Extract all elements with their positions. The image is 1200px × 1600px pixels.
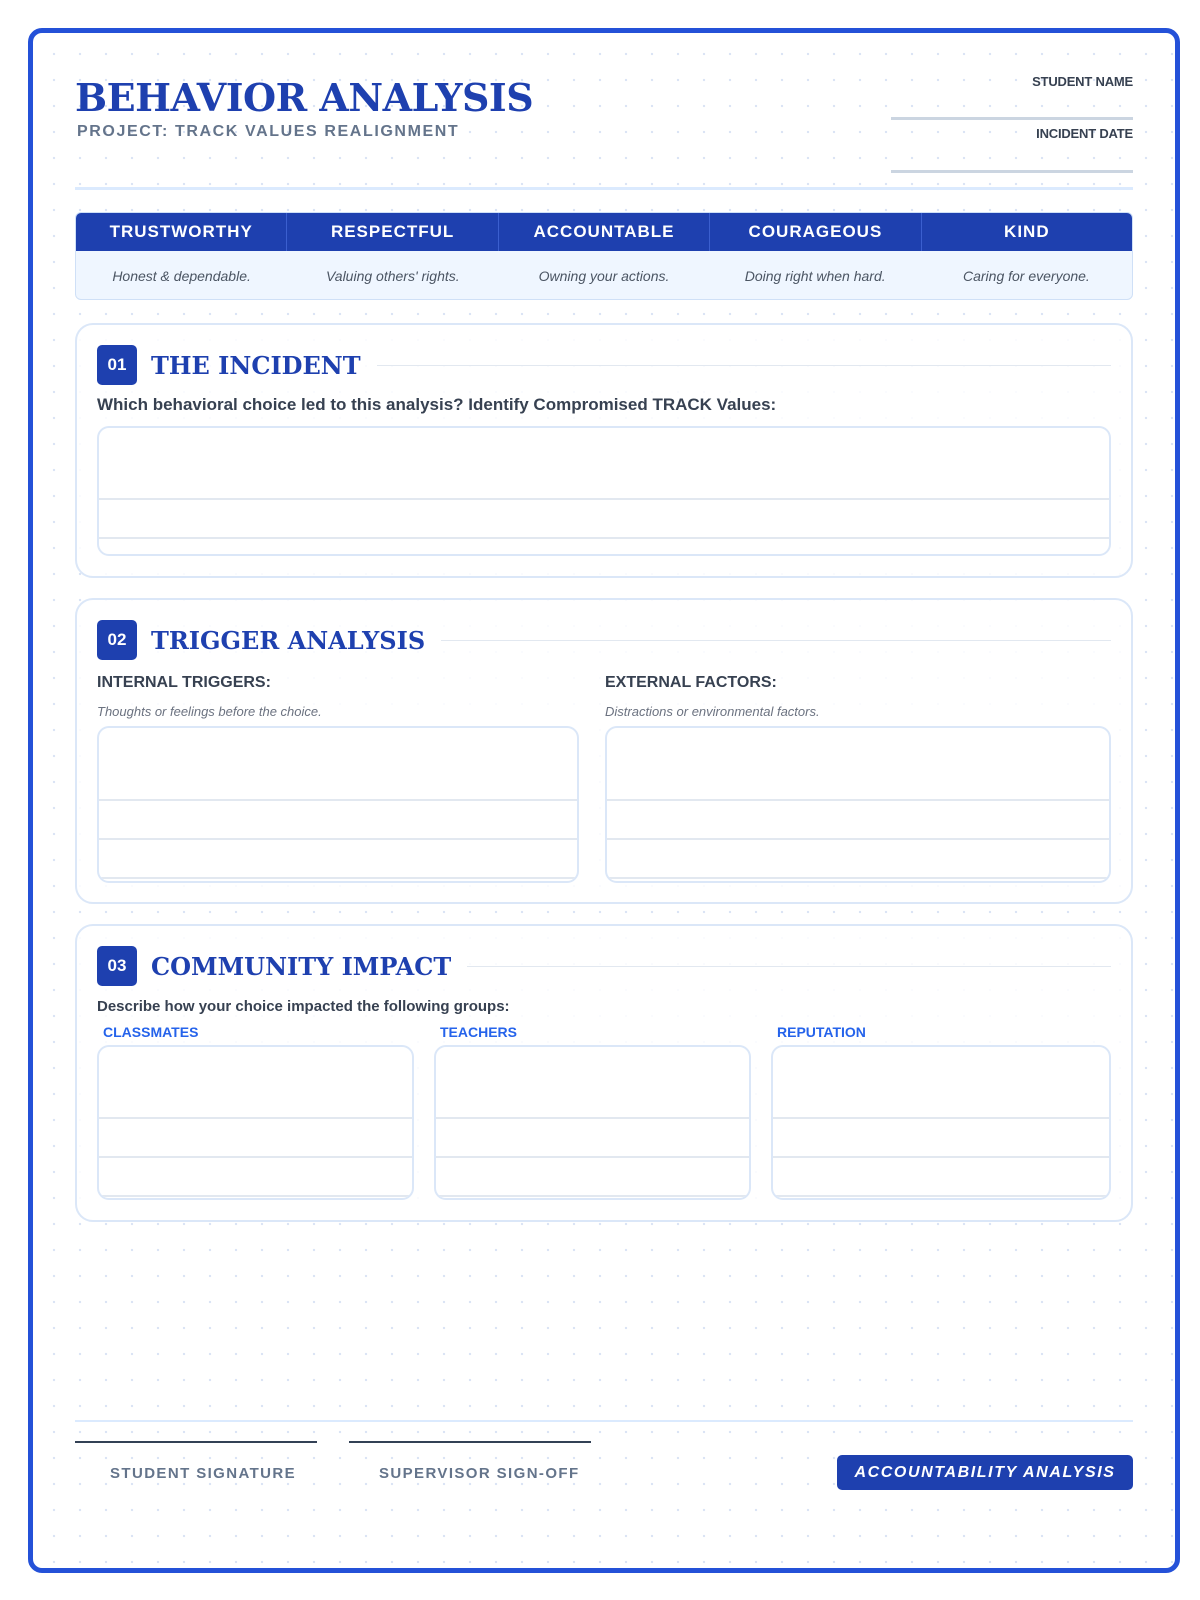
supervisor-signoff-line[interactable] bbox=[349, 1441, 591, 1443]
values-header-row bbox=[76, 213, 1132, 251]
student-name-field[interactable] bbox=[891, 117, 1133, 120]
reputation-impact-box[interactable] bbox=[771, 1045, 1111, 1200]
value-name-trustworthy: TRUSTWORTHY bbox=[76, 213, 287, 251]
section-number-badge: 03 bbox=[97, 946, 137, 986]
external-factors-label: EXTERNAL FACTORS: bbox=[605, 674, 777, 691]
section-title: THE INCIDENT bbox=[151, 350, 361, 380]
classmates-impact-box[interactable] bbox=[97, 1045, 414, 1200]
teachers-impact-box[interactable] bbox=[434, 1045, 751, 1200]
section-rule bbox=[441, 640, 1111, 641]
section-incident bbox=[75, 323, 1133, 578]
internal-triggers-box[interactable] bbox=[97, 726, 579, 883]
page-subtitle: PROJECT: TRACK VALUES REALIGNMENT bbox=[77, 123, 460, 140]
value-desc-kind: Caring for everyone. bbox=[962, 267, 1090, 284]
impact-prompt: Describe how your choice impacted the following groups: bbox=[97, 998, 510, 1015]
writing-line bbox=[607, 838, 1109, 840]
writing-line bbox=[99, 799, 577, 801]
value-name-accountable: ACCOUNTABLE bbox=[499, 213, 710, 251]
values-description-row bbox=[76, 251, 1132, 300]
writing-line bbox=[99, 537, 1109, 539]
student-signature-label: STUDENT SIGNATURE bbox=[110, 1465, 297, 1482]
accountability-analysis-badge: ACCOUNTABILITY ANALYSIS bbox=[837, 1455, 1133, 1490]
value-desc-accountable: Owning your actions. bbox=[538, 267, 670, 284]
writing-line bbox=[99, 1117, 412, 1119]
writing-line bbox=[607, 799, 1109, 801]
section-header bbox=[97, 946, 1111, 986]
writing-line bbox=[436, 1156, 749, 1158]
value-name-courageous: COURAGEOUS bbox=[710, 213, 921, 251]
writing-line bbox=[99, 838, 577, 840]
section-header bbox=[97, 620, 1111, 660]
student-signature-line[interactable] bbox=[75, 1441, 317, 1443]
external-factors-box[interactable] bbox=[605, 726, 1111, 883]
value-name-kind: KIND bbox=[1004, 222, 1050, 241]
section-header bbox=[97, 345, 1111, 385]
internal-triggers-label: INTERNAL TRIGGERS: bbox=[97, 674, 271, 691]
writing-line bbox=[607, 877, 1109, 879]
section-number-badge: 01 bbox=[97, 345, 137, 385]
header-divider bbox=[75, 187, 1133, 190]
writing-line bbox=[436, 1195, 749, 1197]
worksheet-page bbox=[28, 28, 1180, 1573]
section-title: COMMUNITY IMPACT bbox=[151, 951, 452, 981]
page-title: BEHAVIOR ANALYSIS bbox=[75, 75, 534, 120]
section-trigger-analysis bbox=[75, 598, 1133, 904]
footer-divider bbox=[75, 1420, 1133, 1422]
writing-line bbox=[436, 1117, 749, 1119]
value-desc-trustworthy: Honest & dependable. bbox=[112, 267, 251, 284]
track-values-table bbox=[75, 212, 1133, 300]
incident-prompt: Which behavioral choice led to this analysis? Identify Compromised TRACK Values: bbox=[97, 395, 777, 414]
external-factors-hint: Distractions or environmental factors. bbox=[605, 704, 820, 719]
writing-line bbox=[773, 1195, 1109, 1197]
incident-date-label: INCIDENT DATE bbox=[1036, 126, 1133, 141]
writing-line bbox=[99, 877, 577, 879]
writing-line bbox=[99, 1156, 412, 1158]
writing-line bbox=[99, 498, 1109, 500]
section-number-badge: 02 bbox=[97, 620, 137, 660]
group-label-teachers: TEACHERS bbox=[440, 1024, 518, 1040]
supervisor-signoff-label: SUPERVISOR SIGN-OFF bbox=[379, 1465, 580, 1482]
section-community-impact bbox=[75, 924, 1133, 1222]
group-label-classmates: CLASSMATES bbox=[103, 1024, 199, 1040]
value-name-respectful: RESPECTFUL bbox=[287, 213, 498, 251]
internal-triggers-hint: Thoughts or feelings before the choice. bbox=[97, 704, 322, 719]
section-rule bbox=[377, 365, 1111, 366]
value-desc-respectful: Valuing others' rights. bbox=[325, 267, 460, 284]
section-rule bbox=[467, 966, 1111, 967]
value-desc-courageous: Doing right when hard. bbox=[744, 267, 886, 284]
writing-line bbox=[99, 1195, 412, 1197]
student-name-label: STUDENT NAME bbox=[1032, 74, 1133, 89]
incident-date-field[interactable] bbox=[891, 170, 1133, 173]
writing-line bbox=[773, 1117, 1109, 1119]
group-label-reputation: REPUTATION bbox=[777, 1024, 866, 1040]
incident-answer-box[interactable] bbox=[97, 426, 1111, 556]
section-title: TRIGGER ANALYSIS bbox=[151, 625, 426, 655]
writing-line bbox=[773, 1156, 1109, 1158]
